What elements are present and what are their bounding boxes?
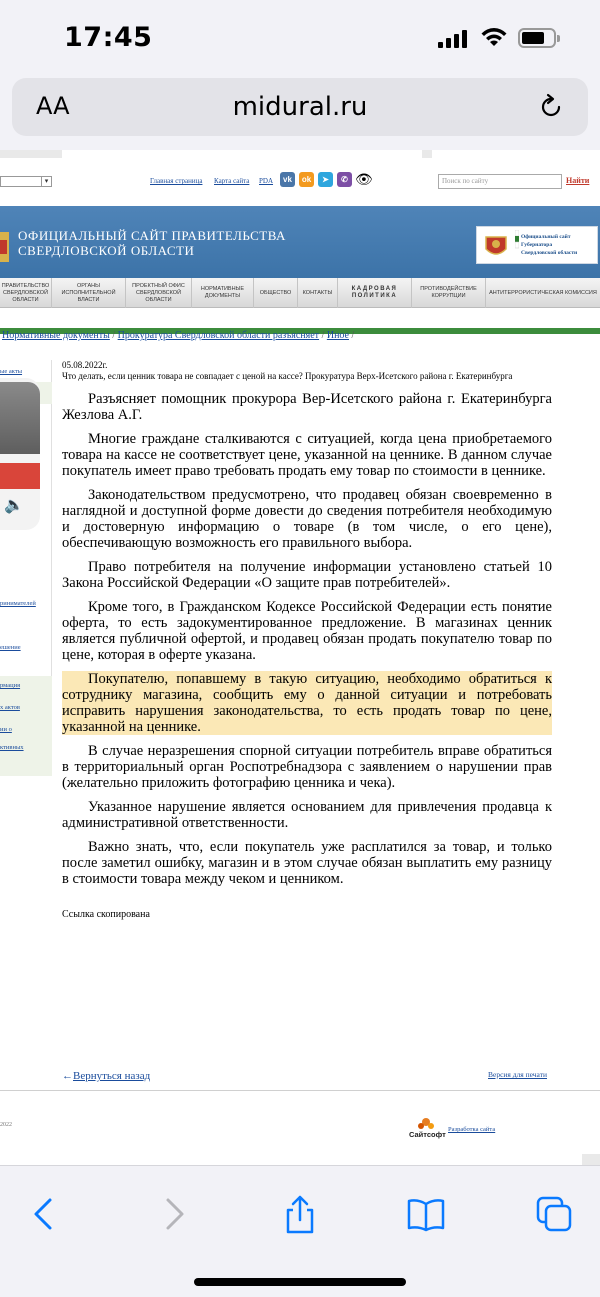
status-time: 17:45 bbox=[64, 22, 153, 53]
footer-divider bbox=[0, 1090, 600, 1091]
sidebar-link[interactable]: ринимателей bbox=[0, 600, 36, 607]
badge-line2: Губернатора bbox=[521, 242, 553, 248]
web-content bbox=[0, 150, 600, 1165]
tabs-icon[interactable] bbox=[534, 1194, 574, 1234]
volume-overlay-slider bbox=[0, 382, 40, 454]
nav-contacts[interactable]: КОНТАКТЫ bbox=[298, 278, 338, 308]
article-paragraph: Разъясняет помощник прокурора Вер-Исетского района г. Екатеринбурга Жезлова А.Г. bbox=[62, 391, 552, 423]
vk-icon[interactable]: vk bbox=[280, 172, 295, 187]
nav-government[interactable]: ПРАВИТЕЛЬСТВО СВЕРДЛОВСКОЙ ОБЛАСТИ bbox=[0, 278, 52, 308]
ios-status-bar bbox=[0, 0, 600, 70]
article-title: Что делать, если ценник товара не совпадает с ценой на кассе? Прокуратура Верх-Исетского района г. Екатеринбурга bbox=[62, 371, 513, 381]
viber-icon[interactable]: ✆ bbox=[337, 172, 352, 187]
article-paragraph: В случае неразрешения спорной ситуации потребитель вправе обратиться в территориальный орган Роспотребнадзора с заявлением о нарушении прав (желательно приложить фотографию ценника и чека). bbox=[62, 743, 552, 791]
coat-of-arms-icon bbox=[0, 228, 12, 268]
nav-personnel-policy[interactable]: КАДРОВАЯ ПОЛИТИКА bbox=[338, 278, 412, 308]
pda-link[interactable]: PDA bbox=[259, 177, 274, 185]
breadcrumb-trail: / bbox=[348, 330, 355, 341]
sidebar-link[interactable]: ешение bbox=[0, 644, 21, 651]
governor-site-badge[interactable] bbox=[476, 226, 598, 264]
site-title-line2: СВЕРДЛОВСКОЙ ОБЛАСТИ bbox=[18, 243, 195, 258]
nav-executive-bodies[interactable]: ОРГАНЫ ИСПОЛНИТЕЛЬНОЙ ВЛАСТИ bbox=[52, 278, 126, 308]
bookmarks-icon[interactable] bbox=[406, 1194, 446, 1234]
article-paragraph: Законодательством предусмотрено, что продавец обязан своевременно в наглядной и доступной форме довести до сведения потребителя необходимую и достоверную информацию о товаре (в том числе, о его цене), обеспечивающую возможность его правильного выбора. bbox=[62, 487, 552, 551]
article-paragraph: Право потребителя на получение информации установлено статьей 10 Закона Российской Федерации «О защите прав потребителей». bbox=[62, 559, 552, 591]
region-select[interactable] bbox=[0, 176, 52, 187]
page-top-strip bbox=[0, 150, 600, 158]
page-bottom-strip bbox=[0, 1154, 600, 1165]
nav-normative-docs[interactable]: НОРМАТИВНЫЕ ДОКУМЕНТЫ bbox=[192, 278, 254, 308]
breadcrumb-separator: / bbox=[109, 330, 118, 341]
badge-line1: Официальный сайт bbox=[521, 234, 571, 240]
nav-project-office[interactable]: ПРОЕКТНЫЙ ОФИС СВЕРДЛОВСКОЙ ОБЛАСТИ bbox=[126, 278, 192, 308]
volume-overlay-indicator bbox=[0, 463, 40, 489]
address-field[interactable] bbox=[12, 78, 588, 136]
nav-society[interactable]: ОБЩЕСТВО bbox=[254, 278, 298, 308]
breadcrumb-separator: / bbox=[319, 330, 327, 341]
reload-icon[interactable] bbox=[536, 92, 566, 122]
main-nav bbox=[0, 278, 600, 308]
footer-text: 2022 bbox=[0, 1122, 12, 1128]
site-top-line bbox=[0, 164, 600, 208]
main-page-link[interactable]: Главная страница bbox=[150, 177, 203, 185]
text-size-button[interactable]: AA bbox=[36, 92, 70, 120]
breadcrumb bbox=[2, 330, 354, 341]
safari-toolbar bbox=[0, 1165, 600, 1297]
article-paragraph: Указанное нарушение является основанием для привлечения продавца к административной ответственности. bbox=[62, 799, 552, 831]
search-button[interactable]: Найти bbox=[566, 176, 590, 185]
flag-icon bbox=[515, 230, 519, 260]
speaker-icon: 🔈 bbox=[4, 497, 24, 514]
breadcrumb-other[interactable]: Иное bbox=[326, 330, 349, 341]
back-chevron-icon[interactable] bbox=[24, 1194, 64, 1234]
nav-antiterror[interactable]: АНТИТЕРРОРИСТИЧЕСКАЯ КОМИССИЯ bbox=[489, 289, 597, 296]
article-paragraph: Важно знать, что, если покупатель уже расплатился за товар, и только после заметил ошибку, магазин и в этом случае обязан выплатить ему разницу в стоимости товара между чеком и ценником. bbox=[62, 839, 552, 887]
copied-notice: Ссылка скопирована bbox=[62, 909, 150, 920]
sidebar-link[interactable]: х актов bbox=[0, 704, 20, 711]
site-title[interactable] bbox=[18, 228, 286, 258]
home-indicator[interactable] bbox=[194, 1278, 406, 1286]
cellular-signal-icon bbox=[438, 30, 470, 48]
breadcrumb-normative-docs[interactable]: Нормативные документы bbox=[2, 330, 110, 341]
url-text[interactable]: midural.ru bbox=[232, 92, 368, 122]
article-paragraph-highlighted: Покупателю, попавшему в такую ситуацию, необходимо обратиться к сотруднику магазина, сообщить ему о данной ситуации и потребовать исправить нарушения законодательства, то есть продать товар по цене, указанной на ценнике. bbox=[62, 671, 552, 735]
back-arrow-icon: ← bbox=[62, 1070, 73, 1082]
share-icon[interactable] bbox=[280, 1194, 320, 1234]
badge-line3: Свердловской области bbox=[521, 250, 578, 256]
sidebar-link[interactable]: рмация bbox=[0, 682, 21, 689]
article bbox=[62, 360, 552, 920]
site-map-link[interactable]: Карта сайта bbox=[214, 177, 250, 185]
nav-anti-corruption[interactable]: ПРОТИВОДЕЙСТВИЕ КОРРУПЦИИ bbox=[412, 278, 486, 308]
safari-address-bar bbox=[0, 70, 600, 150]
article-paragraph: Кроме того, в Гражданском Кодексе Российской Федерации есть понятие оферта, то есть задокументированное предложение. В магазинах ценник является публичной офертой, и продавец обязан продать покупателю товар по цене, которая в оферте указана. bbox=[62, 599, 552, 663]
site-search-input[interactable]: Поиск по сайту bbox=[438, 174, 562, 189]
sidebar-link[interactable]: ктивных bbox=[0, 744, 24, 751]
article-date: 05.08.2022г. bbox=[62, 360, 108, 370]
ok-icon[interactable]: ok bbox=[299, 172, 314, 187]
back-link[interactable] bbox=[62, 1070, 150, 1082]
developer-link[interactable]: Разработка сайта bbox=[448, 1126, 496, 1133]
coat-of-arms-icon bbox=[481, 231, 511, 261]
forward-chevron-icon[interactable] bbox=[154, 1194, 194, 1234]
breadcrumb-prosecutor[interactable]: Прокуратура Свердловской области разъясняет bbox=[117, 330, 320, 341]
site-title-line1: ОФИЦИАЛЬНЫЙ САЙТ ПРАВИТЕЛЬСТВА bbox=[18, 228, 286, 243]
chevron-down-icon: ▾ bbox=[41, 177, 51, 186]
battery-icon bbox=[518, 28, 556, 48]
article-paragraph: Многие граждане сталкиваются с ситуацией, когда цена приобретаемого товара на кассе не соответствует цене, указанной на ценнике. В данном случае покупатель имеет право требовать продать ему товар по стоимости в ценнике. bbox=[62, 431, 552, 479]
print-version-link[interactable]: Версия для печати bbox=[488, 1070, 547, 1079]
developer-name[interactable]: Сайтсофт bbox=[409, 1130, 446, 1139]
site-banner bbox=[0, 206, 600, 278]
telegram-icon[interactable]: ➤ bbox=[318, 172, 333, 187]
sidebar-link[interactable]: ии о bbox=[0, 726, 12, 733]
accessibility-eye-icon[interactable]: 👁 bbox=[355, 171, 373, 187]
wifi-icon bbox=[480, 26, 508, 48]
back-link-text[interactable]: Вернуться назад bbox=[73, 1070, 151, 1082]
sidebar-link[interactable]: ые акты bbox=[0, 368, 23, 375]
